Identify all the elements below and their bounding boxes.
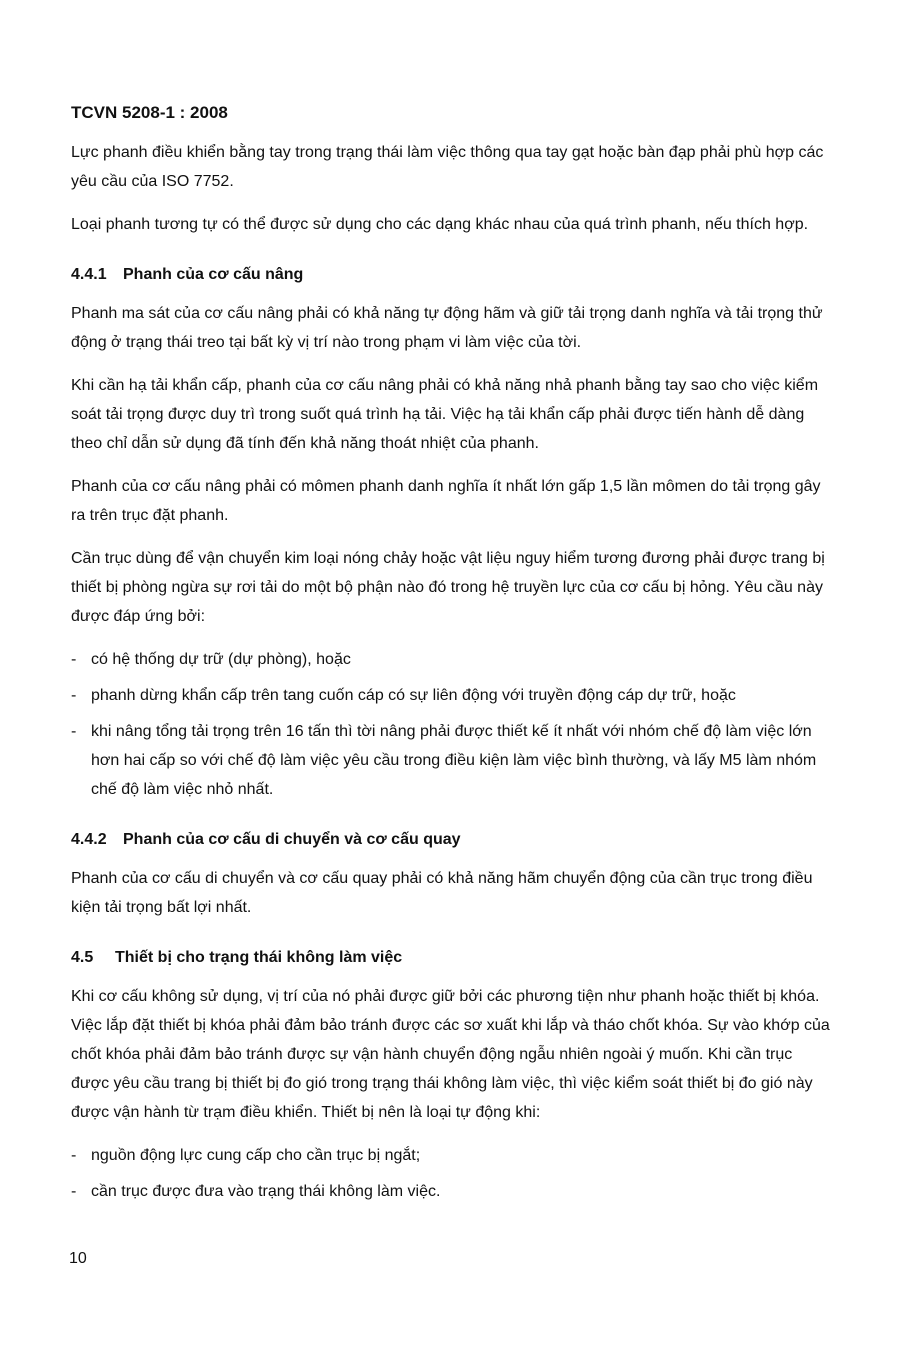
section-title: Phanh của cơ cấu nâng xyxy=(123,266,304,283)
paragraph: Phanh của cơ cấu di chuyển và cơ cấu quay phải có khả năng hãm chuyển động của cần trục trong điều kiện tải trọng bất lợi nhất. xyxy=(71,870,813,916)
list-item xyxy=(71,645,831,674)
list-item xyxy=(71,1141,831,1170)
paragraph: Phanh của cơ cấu nâng phải có mômen phanh danh nghĩa ít nhất lớn gấp 1,5 lần mômen do tải trọng gây ra trên trục đặt phanh. xyxy=(71,478,821,524)
section-heading-4-4-2 xyxy=(71,826,831,854)
section-heading-4-4-1 xyxy=(71,261,831,289)
list-dash: - xyxy=(71,1183,77,1200)
page-content xyxy=(71,138,831,1213)
paragraph: Phanh ma sát của cơ cấu nâng phải có khả năng tự động hãm và giữ tải trọng danh nghĩa và tải trọng thử động ở trạng thái treo tại bất kỳ vị trí nào trong phạm vi làm việc của tời. xyxy=(71,305,823,351)
bullet-list xyxy=(71,645,831,804)
section-title: Thiết bị cho trạng thái không làm việc xyxy=(115,949,403,966)
section-heading-4-5 xyxy=(71,944,831,972)
standard-id-header: TCVN 5208-1 : 2008 xyxy=(71,103,228,122)
list-dash: - xyxy=(71,1147,77,1164)
section-title: Phanh của cơ cấu di chuyển và cơ cấu quay xyxy=(123,831,461,848)
intro-paragraph-2: Loại phanh tương tự có thể được sử dụng cho các dạng khác nhau của quá trình phanh, nếu thích hợp. xyxy=(71,216,809,233)
bullet-list xyxy=(71,1141,831,1206)
list-dash: - xyxy=(71,723,77,740)
list-item xyxy=(71,1177,831,1206)
page-number: 10 xyxy=(69,1250,87,1267)
section-number: 4.4.2 xyxy=(71,831,107,848)
paragraph: Khi cần hạ tải khẩn cấp, phanh của cơ cấu nâng phải có khả năng nhả phanh bằng tay sao cho việc kiểm soát tải trọng được duy trì trong suốt quá trình hạ tải. Việc hạ tải khẩn cấp phải được tiến hành dễ dàng theo chỉ dẫn sử dụng đã tính đến khả năng thoát nhiệt của phanh. xyxy=(71,377,819,452)
section-number: 4.4.1 xyxy=(71,266,107,283)
list-item xyxy=(71,681,831,710)
list-item-text: cần trục được đưa vào trạng thái không làm việc. xyxy=(91,1183,441,1200)
list-item-text: phanh dừng khẩn cấp trên tang cuốn cáp có sự liên động với truyền động cáp dự trữ, hoặc xyxy=(91,687,736,704)
list-item xyxy=(71,717,831,804)
intro-paragraph-1: Lực phanh điều khiển bằng tay trong trạng thái làm việc thông qua tay gạt hoặc bàn đạp phải phù hợp các yêu cầu của ISO 7752. xyxy=(71,144,824,190)
list-dash: - xyxy=(71,687,77,704)
list-item-text: khi nâng tổng tải trọng trên 16 tấn thì tời nâng phải được thiết kế ít nhất với nhóm chế độ làm việc lớn hơn hai cấp so với chế độ làm việc yêu cầu trong điều kiện làm việc bình thường, và lấy M5 làm nhóm chế độ làm việc nhỏ nhất. xyxy=(91,723,817,798)
list-dash: - xyxy=(71,651,77,668)
list-item-text: nguồn động lực cung cấp cho cần trục bị ngắt; xyxy=(91,1147,421,1164)
section-number: 4.5 xyxy=(71,949,94,966)
paragraph: Khi cơ cấu không sử dụng, vị trí của nó phải được giữ bởi các phương tiện như phanh hoặc thiết bị khóa. Việc lắp đặt thiết bị khóa phải đảm bảo tránh được các sơ xuất khi lắp và tháo chốt khóa. Sự vào khớp của chốt khóa phải đảm bảo tránh được sự vận hành chuyển động ngẫu nhiên ngoài ý muốn. Khi cần trục được yêu cầu trang bị thiết bị đo gió trong trạng thái không làm việc, thì việc kiểm soát thiết bị đo gió này được vận hành từ trạm điều khiển. Thiết bị nên là loại tự động khi: xyxy=(71,988,830,1121)
list-item-text: có hệ thống dự trữ (dự phòng), hoặc xyxy=(91,651,351,668)
paragraph: Cần trục dùng để vận chuyển kim loại nóng chảy hoặc vật liệu nguy hiểm tương đương phải được trang bị thiết bị phòng ngừa sự rơi tải do một bộ phận nào đó trong hệ truyền lực của cơ cấu bị hỏng. Yêu cầu này được đáp ứng bởi: xyxy=(71,550,825,625)
